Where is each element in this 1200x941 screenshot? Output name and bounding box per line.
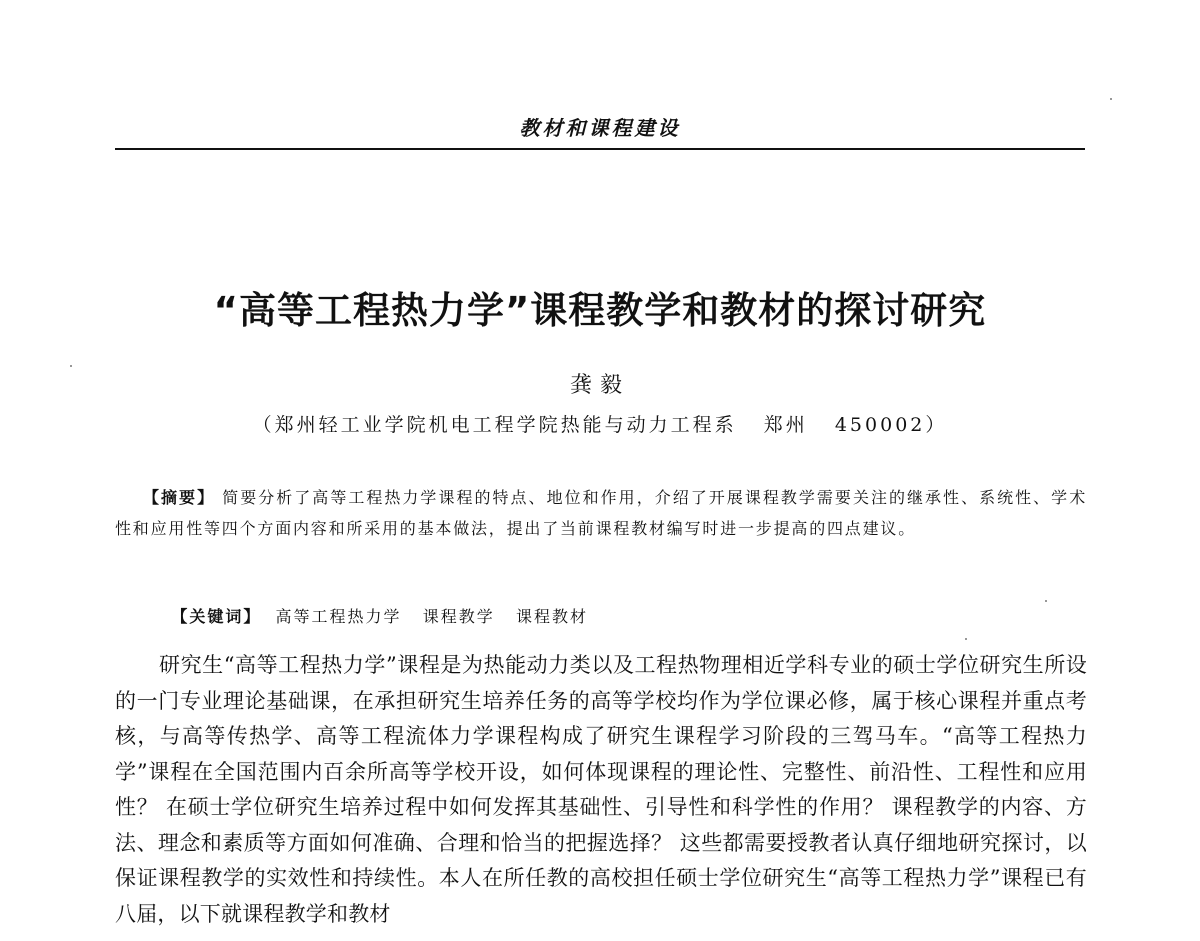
scan-speck <box>1045 600 1047 602</box>
author-affiliation: （郑州轻工业学院机电工程学院热能与动力工程系 郑州 450002） <box>252 414 948 436</box>
running-header: 教材和课程建设 <box>519 116 681 140</box>
abstract <box>115 482 1087 544</box>
keywords-label: 【关键词】 <box>171 607 262 626</box>
keywords-text: 高等工程热力学 课程教学 课程教材 <box>261 607 589 626</box>
scan-speck <box>965 638 967 640</box>
abstract-label: 【摘要】 <box>143 488 216 507</box>
body-paragraph: 研究生“高等工程热力学”课程是为热能动力类以及工程热物理相近学科专业的硕士学位研究生所设的一门专业理论基础课，在承担研究生培养任务的高等学校均作为学位课必修，属于核心课程并重点考核，与高等传热学、高等工程流体力学课程构成了研究生课程学习阶段的三驾马车。“高等工程热力学”课程在全国范围内百余所高等学校开设，如何体现课程的理论性、完整性、前沿性、工程性和应用性？ 在硕士学位研究生培养过程中如何发挥其基础性、引导性和科学性的作用？ 课程教学的内容、方法、理念和素质等方面如何准确、合理和恰当的把握选择？ 这些都需要授教者认真仔细地研究探讨，以保证课程教学的实效性和持续性。本人在所任教的高校担任硕士学位研究生“高等工程热力学”课程已有八届，以下就课程教学和教材 <box>115 653 1087 926</box>
abstract-text: 简要分析了高等工程热力学课程的特点、地位和作用，介绍了开展课程教学需要关注的继承性、系统性、学术性和应用性等四个方面内容和所采用的基本做法，提出了当前课程教材编写时进一步提高的四点建议。 <box>115 488 1087 538</box>
author-name: 龚毅 <box>569 373 630 398</box>
header-rule <box>115 148 1085 150</box>
keywords <box>143 585 1083 646</box>
scan-speck <box>1110 98 1112 100</box>
scan-speck <box>70 365 72 367</box>
article-title: “高等工程热力学”课程教学和教材的探讨研究 <box>213 289 987 332</box>
